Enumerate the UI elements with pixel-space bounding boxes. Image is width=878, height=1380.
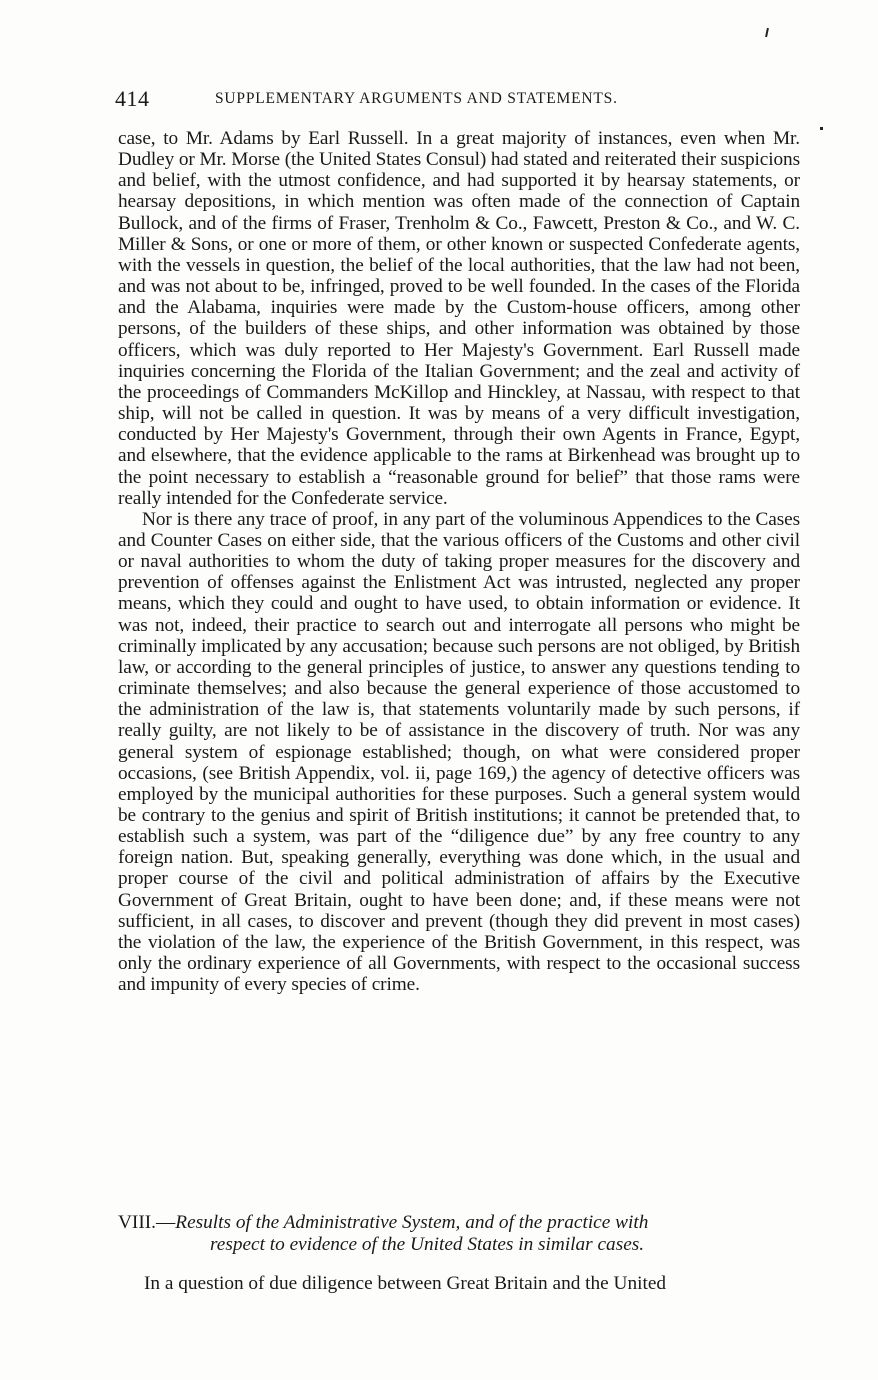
body-text <box>118 128 800 995</box>
section-title-line2: respect to evidence of the United States in similar cases. <box>210 1234 645 1255</box>
section-title-line1: Results of the Administrative System, and of the practice with <box>175 1212 649 1233</box>
page-header <box>115 86 805 116</box>
section-numeral: VIII.— <box>118 1212 176 1233</box>
paragraph-continued: case, to Mr. Adams by Earl Russell. In a great majority of instances, even when Mr. Dudley or Mr. Morse (the United States Consul) had stated and reiterated their suspicions and belief, with the utmost confidence, and had supported it by hearsay statements, or hearsay depositions, in which mention was often made of the connection of Captain Bullock, and of the firms of Fraser, Trenholm & Co., Fawcett, Preston & Co., and W. C. Miller & Sons, or one or more of them, or other known or suspected Confederate agents, with the vessels in question, the belief of the local authorities, that the law had not been, and was not about to be, infringed, proved to be well founded. In the cases of the Florida and the Alabama, inquiries were made by the Custom-house officers, among other persons, of the builders of these ships, and other information was obtained by those officers, which was duly reported to Her Majesty's Government. Earl Russell made inquiries concerning the Florida of the Italian Government; and the zeal and activity of the proceedings of Commanders McKillop and Hinckley, at Nassau, with respect to that ship, will not be called in question. It was by means of a very difficult investigation, conducted by Her Majesty's Government, through their own Agents in France, Egypt, and elsewhere, that the evidence applicable to the rams at Birkenhead was brought up to the point necessary to establish a “reasonable ground for belief” that those rams were really intended for the Confederate service. <box>118 128 800 509</box>
scan-speck <box>820 127 823 130</box>
scan-speck <box>765 28 769 37</box>
page-number: 414 <box>115 86 150 111</box>
section-heading <box>118 1212 808 1256</box>
running-head: SUPPLEMENTARY ARGUMENTS AND STATEMENTS. <box>215 90 618 107</box>
final-paragraph-line: In a question of due diligence between Great Britain and the United <box>144 1273 667 1294</box>
paragraph-nor-is-there: Nor is there any trace of proof, in any part of the voluminous Appendices to the Cases and Counter Cases on either side, that the various officers of the Customs and other civil or naval authorities to whom the duty of taking proper measures for the discovery and prevention of offenses against the Enlistment Act was intrusted, neglected any proper means, which they could and ought to have used, to obtain information or evidence. It was not, indeed, their practice to search out and interrogate all persons who might be criminally implicated by any accusation; because such persons are not obliged, by British law, or according to the general principles of justice, to answer any questions tending to criminate themselves; and also because the general experience of those accustomed to the administration of the law is, that statements voluntarily made by such persons, if really guilty, are not likely to be of assistance in the discovery of truth. Nor was any general system of espionage established; though, on what were considered proper occasions, (see British Appendix, vol. ii, page 169,) the agency of detective officers was employed by the municipal authorities for these purposes. Such a general system would be contrary to the genius and spirit of British institutions; it cannot be pretended that, to establish such a system, was part of the “diligence due” by any free country to any foreign nation. But, speaking generally, everything was done which, in the usual and proper course of the civil and political administration of affairs by the Executive Government of Great Britain, ought to have been done; and, if these means were not sufficient, in all cases, to discover and prevent (though they did prevent in most cases) the violation of the law, the experience of the British Government, in this respect, was only the ordinary experience of all Governments, with respect to the occasional success and impunity of every species of crime. <box>118 508 800 996</box>
